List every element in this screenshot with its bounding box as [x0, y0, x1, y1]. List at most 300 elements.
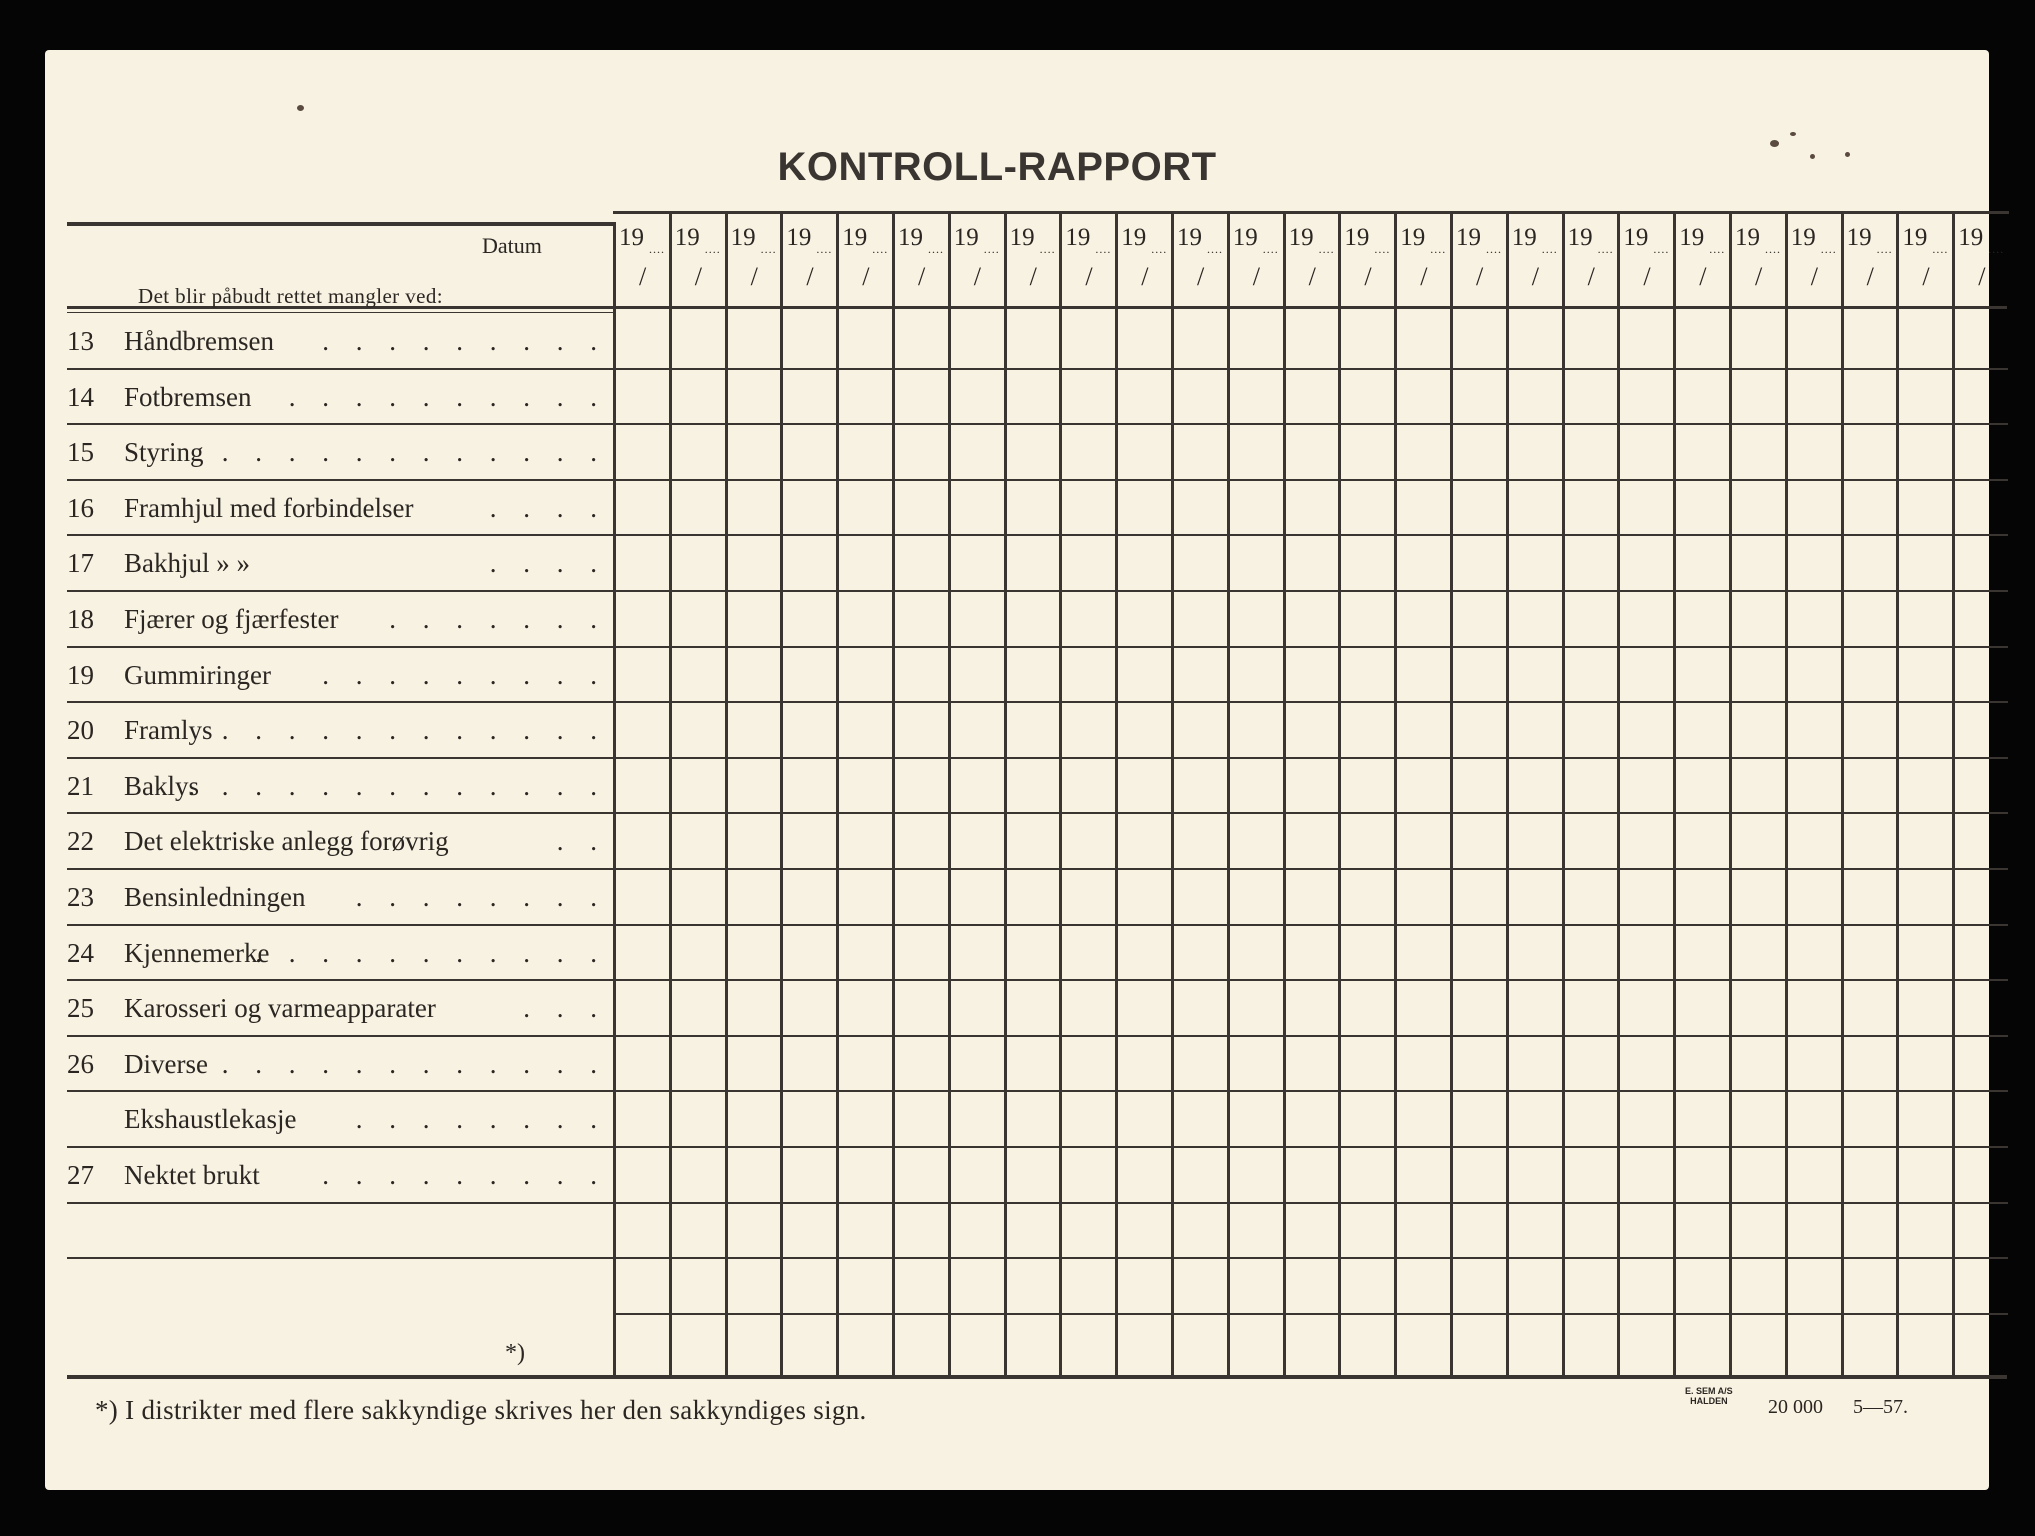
grid-cell[interactable] [1844, 425, 1897, 479]
date-column-header[interactable] [1785, 222, 1841, 302]
grid-cell[interactable] [1397, 759, 1450, 813]
grid-cell[interactable] [672, 592, 725, 646]
grid-cell[interactable] [1509, 481, 1562, 535]
grid-cell[interactable] [616, 814, 669, 868]
grid-cell[interactable] [1230, 1259, 1283, 1313]
grid-cell[interactable] [1118, 314, 1171, 368]
grid-cell[interactable] [1230, 425, 1283, 479]
grid-cell[interactable] [1788, 1148, 1841, 1202]
grid-cell[interactable] [728, 759, 781, 813]
grid-cell[interactable] [895, 1037, 948, 1091]
grid-cell[interactable] [1620, 1315, 1673, 1369]
grid-cell[interactable] [1397, 1148, 1450, 1202]
grid-cell[interactable] [1397, 425, 1450, 479]
grid-cell[interactable] [1509, 536, 1562, 590]
grid-cell[interactable] [1397, 648, 1450, 702]
grid-cell[interactable] [1062, 1092, 1115, 1146]
grid-cell[interactable] [1174, 425, 1227, 479]
grid-cell[interactable] [1286, 1315, 1339, 1369]
grid-cell[interactable] [616, 981, 669, 1035]
grid-cell[interactable] [951, 1092, 1004, 1146]
grid-cell[interactable] [728, 648, 781, 702]
grid-cell[interactable] [1899, 425, 1952, 479]
grid-cell[interactable] [1341, 759, 1394, 813]
grid-cell[interactable] [839, 481, 892, 535]
grid-cell[interactable] [1509, 314, 1562, 368]
grid-cell[interactable] [1899, 870, 1952, 924]
grid-cell[interactable] [1899, 759, 1952, 813]
grid-cell[interactable] [1118, 1204, 1171, 1258]
grid-cell[interactable] [1565, 314, 1618, 368]
grid-cell[interactable] [1732, 425, 1785, 479]
grid-cell[interactable] [1955, 370, 2008, 424]
grid-cell[interactable] [728, 981, 781, 1035]
grid-cell[interactable] [1565, 981, 1618, 1035]
grid-cell[interactable] [1899, 648, 1952, 702]
grid-cell[interactable] [1788, 314, 1841, 368]
grid-cell[interactable] [1732, 1259, 1785, 1313]
grid-cell[interactable] [895, 981, 948, 1035]
grid-cell[interactable] [783, 536, 836, 590]
grid-cell[interactable] [1062, 1259, 1115, 1313]
grid-cell[interactable] [1453, 870, 1506, 924]
grid-cell[interactable] [1788, 981, 1841, 1035]
grid-cell[interactable] [1676, 1204, 1729, 1258]
grid-cell[interactable] [839, 592, 892, 646]
grid-cell[interactable] [1844, 1315, 1897, 1369]
grid-cell[interactable] [1565, 926, 1618, 980]
grid-cell[interactable] [1174, 370, 1227, 424]
grid-cell[interactable] [1230, 1204, 1283, 1258]
grid-cell[interactable] [1955, 814, 2008, 868]
grid-cell[interactable] [672, 1259, 725, 1313]
grid-cell[interactable] [1565, 1315, 1618, 1369]
grid-cell[interactable] [1788, 370, 1841, 424]
grid-cell[interactable] [672, 1037, 725, 1091]
date-column-header[interactable] [948, 222, 1004, 302]
grid-cell[interactable] [1007, 1092, 1060, 1146]
grid-cell[interactable] [895, 759, 948, 813]
grid-cell[interactable] [1397, 536, 1450, 590]
grid-cell[interactable] [1453, 536, 1506, 590]
grid-cell[interactable] [1007, 981, 1060, 1035]
date-column-header[interactable] [1171, 222, 1227, 302]
grid-cell[interactable] [1955, 592, 2008, 646]
grid-cell[interactable] [728, 1315, 781, 1369]
grid-cell[interactable] [1062, 1315, 1115, 1369]
grid-cell[interactable] [1620, 759, 1673, 813]
grid-cell[interactable] [1955, 1148, 2008, 1202]
grid-cell[interactable] [1788, 703, 1841, 757]
grid-cell[interactable] [839, 759, 892, 813]
grid-cell[interactable] [1174, 1037, 1227, 1091]
grid-cell[interactable] [1062, 1037, 1115, 1091]
grid-cell[interactable] [1118, 1259, 1171, 1313]
grid-cell[interactable] [1899, 703, 1952, 757]
grid-cell[interactable] [1007, 759, 1060, 813]
date-column-header[interactable] [1115, 222, 1171, 302]
grid-cell[interactable] [672, 814, 725, 868]
grid-cell[interactable] [1397, 592, 1450, 646]
grid-cell[interactable] [1788, 648, 1841, 702]
grid-cell[interactable] [1286, 870, 1339, 924]
grid-cell[interactable] [1230, 1092, 1283, 1146]
grid-cell[interactable] [1118, 425, 1171, 479]
grid-cell[interactable] [1062, 648, 1115, 702]
grid-cell[interactable] [783, 1259, 836, 1313]
grid-cell[interactable] [1286, 926, 1339, 980]
grid-cell[interactable] [1509, 703, 1562, 757]
date-column-header[interactable] [1841, 222, 1897, 302]
grid-cell[interactable] [783, 814, 836, 868]
grid-cell[interactable] [1844, 759, 1897, 813]
grid-cell[interactable] [1007, 314, 1060, 368]
grid-cell[interactable] [783, 1148, 836, 1202]
grid-cell[interactable] [1453, 981, 1506, 1035]
grid-cell[interactable] [1397, 870, 1450, 924]
grid-cell[interactable] [951, 926, 1004, 980]
grid-cell[interactable] [1565, 536, 1618, 590]
grid-cell[interactable] [951, 981, 1004, 1035]
grid-cell[interactable] [1007, 648, 1060, 702]
grid-cell[interactable] [728, 481, 781, 535]
grid-cell[interactable] [1230, 703, 1283, 757]
grid-cell[interactable] [1062, 314, 1115, 368]
grid-cell[interactable] [1118, 759, 1171, 813]
grid-cell[interactable] [1620, 1204, 1673, 1258]
grid-cell[interactable] [1565, 814, 1618, 868]
date-column-header[interactable] [1673, 222, 1729, 302]
grid-cell[interactable] [1676, 870, 1729, 924]
grid-cell[interactable] [1007, 481, 1060, 535]
grid-cell[interactable] [839, 314, 892, 368]
grid-cell[interactable] [1676, 425, 1729, 479]
grid-cell[interactable] [1899, 926, 1952, 980]
grid-cell[interactable] [783, 926, 836, 980]
grid-cell[interactable] [1341, 1204, 1394, 1258]
grid-cell[interactable] [616, 425, 669, 479]
grid-cell[interactable] [1620, 926, 1673, 980]
grid-cell[interactable] [1676, 481, 1729, 535]
grid-cell[interactable] [1341, 1315, 1394, 1369]
grid-cell[interactable] [728, 1148, 781, 1202]
grid-cell[interactable] [728, 425, 781, 479]
grid-cell[interactable] [1955, 1204, 2008, 1258]
grid-cell[interactable] [1118, 648, 1171, 702]
grid-cell[interactable] [1174, 536, 1227, 590]
grid-cell[interactable] [1732, 981, 1785, 1035]
grid-cell[interactable] [1565, 592, 1618, 646]
grid-cell[interactable] [1341, 1148, 1394, 1202]
grid-cell[interactable] [783, 648, 836, 702]
grid-cell[interactable] [839, 981, 892, 1035]
grid-cell[interactable] [1732, 703, 1785, 757]
grid-cell[interactable] [1788, 481, 1841, 535]
grid-cell[interactable] [1844, 648, 1897, 702]
grid-cell[interactable] [1676, 648, 1729, 702]
grid-cell[interactable] [1453, 1204, 1506, 1258]
grid-cell[interactable] [1230, 314, 1283, 368]
grid-cell[interactable] [1453, 759, 1506, 813]
grid-cell[interactable] [895, 1259, 948, 1313]
grid-cell[interactable] [1286, 703, 1339, 757]
grid-cell[interactable] [839, 814, 892, 868]
grid-cell[interactable] [1732, 370, 1785, 424]
grid-cell[interactable] [1565, 648, 1618, 702]
grid-cell[interactable] [783, 1037, 836, 1091]
grid-cell[interactable] [1286, 481, 1339, 535]
grid-cell[interactable] [1118, 1092, 1171, 1146]
grid-cell[interactable] [1062, 926, 1115, 980]
date-column-header[interactable] [1059, 222, 1115, 302]
grid-cell[interactable] [1007, 926, 1060, 980]
grid-cell[interactable] [1844, 536, 1897, 590]
grid-cell[interactable] [1341, 926, 1394, 980]
grid-cell[interactable] [839, 1037, 892, 1091]
grid-cell[interactable] [1844, 926, 1897, 980]
grid-cell[interactable] [672, 481, 725, 535]
grid-cell[interactable] [1899, 1148, 1952, 1202]
grid-cell[interactable] [1788, 1092, 1841, 1146]
grid-cell[interactable] [672, 536, 725, 590]
grid-cell[interactable] [1509, 1092, 1562, 1146]
grid-cell[interactable] [1844, 370, 1897, 424]
grid-cell[interactable] [1509, 926, 1562, 980]
grid-cell[interactable] [951, 648, 1004, 702]
grid-cell[interactable] [1788, 1315, 1841, 1369]
grid-cell[interactable] [1286, 759, 1339, 813]
grid-cell[interactable] [728, 870, 781, 924]
grid-cell[interactable] [1341, 648, 1394, 702]
grid-cell[interactable] [1341, 1092, 1394, 1146]
grid-cell[interactable] [1286, 425, 1339, 479]
grid-cell[interactable] [1509, 870, 1562, 924]
grid-cell[interactable] [1565, 1259, 1618, 1313]
date-column-header[interactable] [1004, 222, 1060, 302]
grid-cell[interactable] [1788, 536, 1841, 590]
grid-cell[interactable] [616, 592, 669, 646]
grid-cell[interactable] [1899, 536, 1952, 590]
grid-cell[interactable] [1118, 1148, 1171, 1202]
date-column-header[interactable] [1338, 222, 1394, 302]
grid-cell[interactable] [1565, 759, 1618, 813]
grid-cell[interactable] [1732, 592, 1785, 646]
grid-cell[interactable] [895, 1204, 948, 1258]
grid-cell[interactable] [1732, 1315, 1785, 1369]
grid-cell[interactable] [783, 370, 836, 424]
grid-cell[interactable] [1453, 1315, 1506, 1369]
grid-cell[interactable] [1174, 870, 1227, 924]
grid-cell[interactable] [1899, 481, 1952, 535]
grid-cell[interactable] [839, 1259, 892, 1313]
grid-cell[interactable] [1062, 1148, 1115, 1202]
grid-cell[interactable] [839, 1204, 892, 1258]
grid-cell[interactable] [1397, 314, 1450, 368]
grid-cell[interactable] [1955, 870, 2008, 924]
grid-cell[interactable] [1174, 814, 1227, 868]
grid-cell[interactable] [1286, 314, 1339, 368]
grid-cell[interactable] [1118, 814, 1171, 868]
grid-cell[interactable] [1453, 481, 1506, 535]
grid-cell[interactable] [1062, 703, 1115, 757]
grid-cell[interactable] [951, 759, 1004, 813]
grid-cell[interactable] [783, 703, 836, 757]
grid-cell[interactable] [951, 703, 1004, 757]
grid-cell[interactable] [1007, 1037, 1060, 1091]
grid-cell[interactable] [783, 759, 836, 813]
grid-cell[interactable] [1174, 592, 1227, 646]
grid-cell[interactable] [839, 370, 892, 424]
grid-cell[interactable] [951, 1148, 1004, 1202]
grid-cell[interactable] [951, 314, 1004, 368]
grid-cell[interactable] [1453, 592, 1506, 646]
grid-cell[interactable] [1174, 1315, 1227, 1369]
grid-cell[interactable] [1286, 814, 1339, 868]
grid-cell[interactable] [1453, 1259, 1506, 1313]
grid-cell[interactable] [1174, 648, 1227, 702]
grid-cell[interactable] [1509, 370, 1562, 424]
date-column-header[interactable] [1896, 222, 1952, 302]
grid-cell[interactable] [1286, 1204, 1339, 1258]
grid-cell[interactable] [1341, 481, 1394, 535]
grid-cell[interactable] [1062, 425, 1115, 479]
grid-cell[interactable] [783, 314, 836, 368]
grid-cell[interactable] [951, 481, 1004, 535]
grid-cell[interactable] [1676, 814, 1729, 868]
grid-cell[interactable] [1007, 703, 1060, 757]
grid-cell[interactable] [616, 370, 669, 424]
grid-cell[interactable] [1341, 703, 1394, 757]
grid-cell[interactable] [1341, 1259, 1394, 1313]
grid-cell[interactable] [1788, 1204, 1841, 1258]
date-column-header[interactable] [1506, 222, 1562, 302]
date-column-header[interactable] [1617, 222, 1673, 302]
grid-cell[interactable] [1509, 425, 1562, 479]
grid-cell[interactable] [1509, 1259, 1562, 1313]
date-column-header[interactable] [1394, 222, 1450, 302]
grid-cell[interactable] [1788, 1037, 1841, 1091]
grid-cell[interactable] [1230, 1315, 1283, 1369]
grid-cell[interactable] [1341, 981, 1394, 1035]
grid-cell[interactable] [1174, 926, 1227, 980]
grid-cell[interactable] [1174, 314, 1227, 368]
grid-cell[interactable] [1509, 814, 1562, 868]
grid-cell[interactable] [672, 1204, 725, 1258]
grid-cell[interactable] [616, 1204, 669, 1258]
grid-cell[interactable] [783, 870, 836, 924]
grid-cell[interactable] [1620, 425, 1673, 479]
grid-cell[interactable] [1062, 481, 1115, 535]
grid-cell[interactable] [1955, 703, 2008, 757]
grid-cell[interactable] [1118, 981, 1171, 1035]
grid-cell[interactable] [839, 1092, 892, 1146]
grid-cell[interactable] [1397, 1092, 1450, 1146]
grid-cell[interactable] [1620, 314, 1673, 368]
grid-cell[interactable] [951, 1037, 1004, 1091]
grid-cell[interactable] [1844, 1092, 1897, 1146]
date-column-header[interactable] [669, 222, 725, 302]
grid-cell[interactable] [1676, 703, 1729, 757]
grid-cell[interactable] [951, 592, 1004, 646]
grid-cell[interactable] [728, 592, 781, 646]
grid-cell[interactable] [1397, 1259, 1450, 1313]
grid-cell[interactable] [1286, 648, 1339, 702]
grid-cell[interactable] [1453, 1148, 1506, 1202]
grid-cell[interactable] [728, 536, 781, 590]
grid-cell[interactable] [672, 1148, 725, 1202]
grid-cell[interactable] [1509, 1148, 1562, 1202]
date-column-header[interactable] [1562, 222, 1618, 302]
grid-cell[interactable] [672, 870, 725, 924]
grid-cell[interactable] [839, 1148, 892, 1202]
grid-cell[interactable] [1899, 981, 1952, 1035]
grid-cell[interactable] [951, 1259, 1004, 1313]
grid-cell[interactable] [1174, 1204, 1227, 1258]
grid-cell[interactable] [1899, 1204, 1952, 1258]
grid-cell[interactable] [1230, 759, 1283, 813]
grid-cell[interactable] [1955, 926, 2008, 980]
grid-cell[interactable] [951, 536, 1004, 590]
grid-cell[interactable] [672, 314, 725, 368]
grid-cell[interactable] [728, 1037, 781, 1091]
grid-cell[interactable] [1565, 1092, 1618, 1146]
grid-cell[interactable] [1007, 1204, 1060, 1258]
grid-cell[interactable] [1620, 1148, 1673, 1202]
grid-cell[interactable] [1565, 703, 1618, 757]
grid-cell[interactable] [895, 648, 948, 702]
grid-cell[interactable] [1341, 536, 1394, 590]
grid-cell[interactable] [672, 703, 725, 757]
grid-cell[interactable] [1341, 870, 1394, 924]
grid-cell[interactable] [1286, 592, 1339, 646]
grid-cell[interactable] [1732, 1092, 1785, 1146]
grid-cell[interactable] [1955, 425, 2008, 479]
grid-cell[interactable] [616, 703, 669, 757]
grid-cell[interactable] [672, 370, 725, 424]
grid-cell[interactable] [1230, 370, 1283, 424]
grid-cell[interactable] [728, 1092, 781, 1146]
grid-cell[interactable] [672, 759, 725, 813]
grid-cell[interactable] [672, 425, 725, 479]
grid-cell[interactable] [1509, 981, 1562, 1035]
grid-cell[interactable] [616, 1315, 669, 1369]
grid-cell[interactable] [1118, 926, 1171, 980]
grid-cell[interactable] [783, 425, 836, 479]
grid-cell[interactable] [895, 481, 948, 535]
grid-cell[interactable] [1453, 648, 1506, 702]
grid-cell[interactable] [1230, 1148, 1283, 1202]
grid-cell[interactable] [1341, 425, 1394, 479]
grid-cell[interactable] [951, 1315, 1004, 1369]
grid-cell[interactable] [1062, 981, 1115, 1035]
grid-cell[interactable] [1230, 648, 1283, 702]
grid-cell[interactable] [895, 536, 948, 590]
grid-cell[interactable] [1453, 1037, 1506, 1091]
grid-cell[interactable] [1955, 981, 2008, 1035]
grid-cell[interactable] [1955, 1037, 2008, 1091]
grid-cell[interactable] [1118, 870, 1171, 924]
grid-cell[interactable] [1509, 1037, 1562, 1091]
grid-cell[interactable] [1174, 703, 1227, 757]
grid-cell[interactable] [1732, 1204, 1785, 1258]
grid-cell[interactable] [1844, 981, 1897, 1035]
grid-cell[interactable] [616, 1259, 669, 1313]
grid-cell[interactable] [1955, 1259, 2008, 1313]
grid-cell[interactable] [1230, 870, 1283, 924]
grid-cell[interactable] [1341, 1037, 1394, 1091]
grid-cell[interactable] [616, 926, 669, 980]
grid-cell[interactable] [1676, 926, 1729, 980]
